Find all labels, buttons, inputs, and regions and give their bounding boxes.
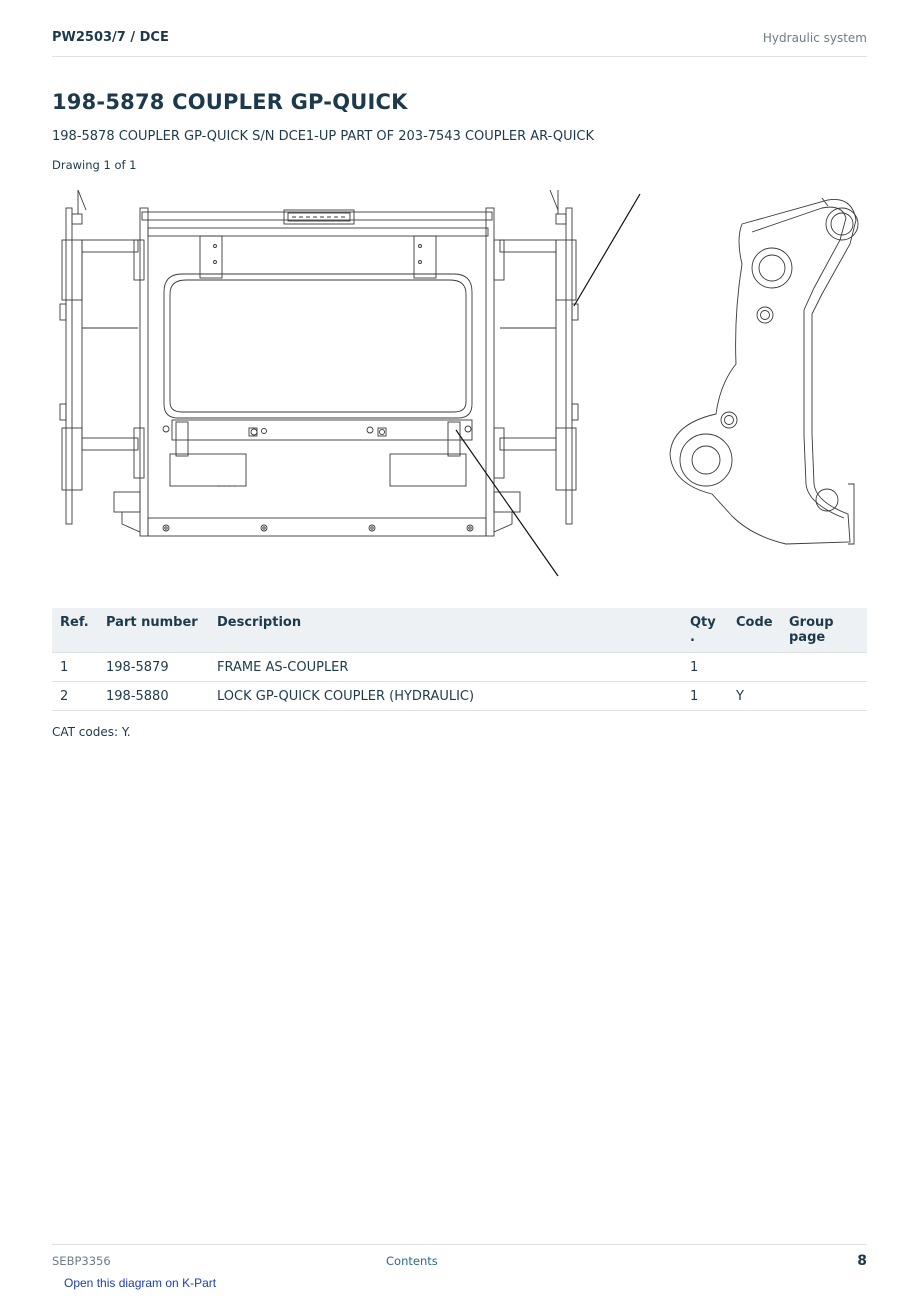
cell-group-page — [781, 653, 867, 682]
section-label: Hydraulic system — [762, 31, 867, 45]
col-header-group-page: Group page — [781, 608, 867, 653]
parts-table — [52, 608, 867, 711]
page-subtitle: 198-5878 COUPLER GP-QUICK S/N DCE1-UP PART OF 203-7543 COUPLER AR-QUICK — [52, 129, 595, 144]
table-row — [52, 682, 867, 711]
col-header-ref: Ref. — [52, 608, 98, 653]
cell-part-number: 198-5880 — [98, 682, 209, 711]
cell-qty: 1 — [682, 682, 728, 711]
col-header-code: Code — [728, 608, 781, 653]
cell-part-number: 198-5879 — [98, 653, 209, 682]
open-kpart-link[interactable]: Open this diagram on K-Part — [64, 1276, 217, 1290]
table-header-row — [52, 608, 867, 653]
contents-link[interactable]: Contents — [386, 1254, 438, 1268]
document-number: SEBP3356 — [52, 1254, 111, 1268]
cat-codes-note: CAT codes: Y. — [52, 725, 131, 739]
cell-qty: 1 — [682, 653, 728, 682]
table-row — [52, 653, 867, 682]
cell-description: FRAME AS-COUPLER — [209, 653, 682, 682]
side-view — [670, 198, 858, 544]
page-footer — [52, 1244, 867, 1275]
page-title: 198-5878 COUPLER GP-QUICK — [52, 90, 408, 114]
cell-group-page — [781, 682, 867, 711]
cell-code — [728, 653, 781, 682]
cell-code: Y — [728, 682, 781, 711]
col-header-description: Description — [209, 608, 682, 653]
page-number: 8 — [857, 1253, 867, 1269]
cell-description: LOCK GP-QUICK COUPLER (HYDRAULIC) — [209, 682, 682, 711]
front-view — [60, 190, 640, 576]
col-header-part-number: Part number — [98, 608, 209, 653]
coupler-diagram — [52, 184, 867, 584]
parts-drawing — [52, 184, 867, 584]
cell-ref: 1 — [52, 653, 98, 682]
page-header — [52, 30, 867, 57]
drawing-label: Drawing 1 of 1 — [52, 158, 137, 172]
col-header-qty: Qty . — [682, 608, 728, 653]
cell-ref: 2 — [52, 682, 98, 711]
model-label: PW2503/7 / DCE — [52, 30, 169, 45]
